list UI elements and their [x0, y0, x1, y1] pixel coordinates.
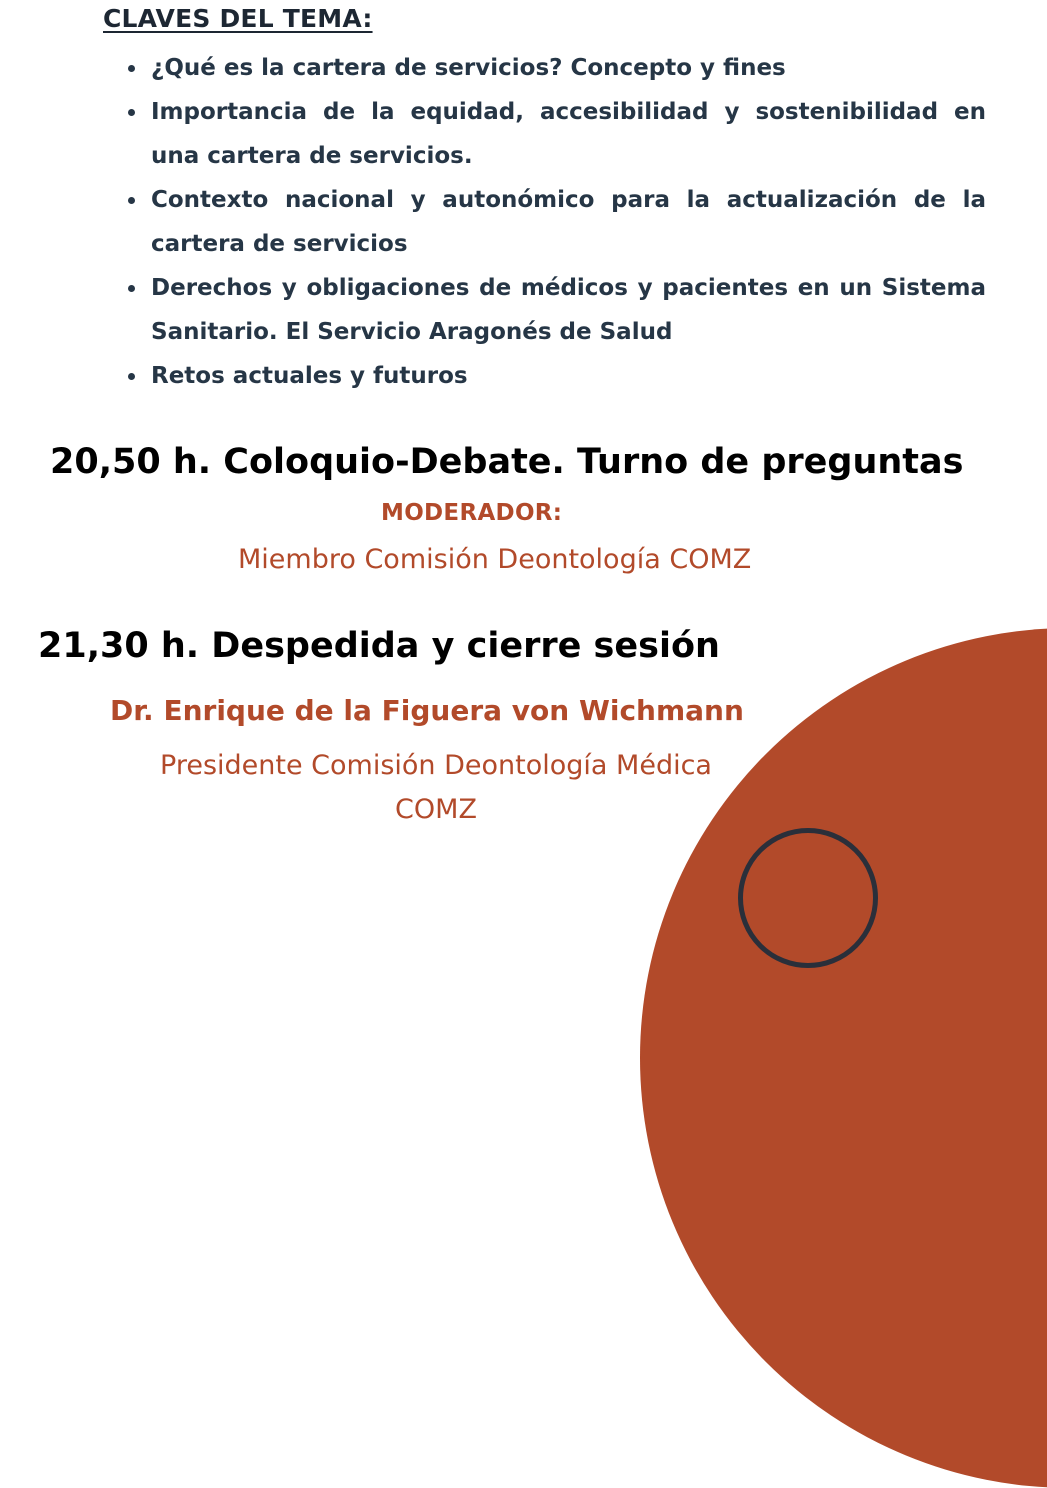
cierre-heading: 21,30 h. Despedida y cierre sesión	[38, 626, 720, 666]
moderador-label: MODERADOR:	[381, 500, 563, 526]
list-item: Importancia de la equidad, accesibilidad y sostenibilidad en una cartera de servicios.	[126, 90, 986, 178]
list-item: Contexto nacional y autonómico para la actualización de la cartera de servicios	[126, 178, 986, 266]
speaker-role: Presidente Comisión Deontología Médica COMZ	[160, 750, 712, 825]
keys-title: CLAVES DEL TEMA:	[103, 4, 373, 33]
list-item: Retos actuales y futuros	[126, 354, 986, 398]
keys-list	[126, 46, 986, 398]
decorative-circle-outline	[738, 828, 878, 968]
list-item: Derechos y obligaciones de médicos y pacientes en un Sistema Sanitario. El Servicio Aragonés de Salud	[126, 266, 986, 354]
coloquio-heading: 20,50 h. Coloquio-Debate. Turno de preguntas	[50, 442, 964, 482]
speaker-name: Dr. Enrique de la Figuera von Wichmann	[110, 694, 744, 727]
moderador-role: Miembro Comisión Deontología COMZ	[238, 544, 752, 575]
list-item: ¿Qué es la cartera de servicios? Concepto y fines	[126, 46, 986, 90]
